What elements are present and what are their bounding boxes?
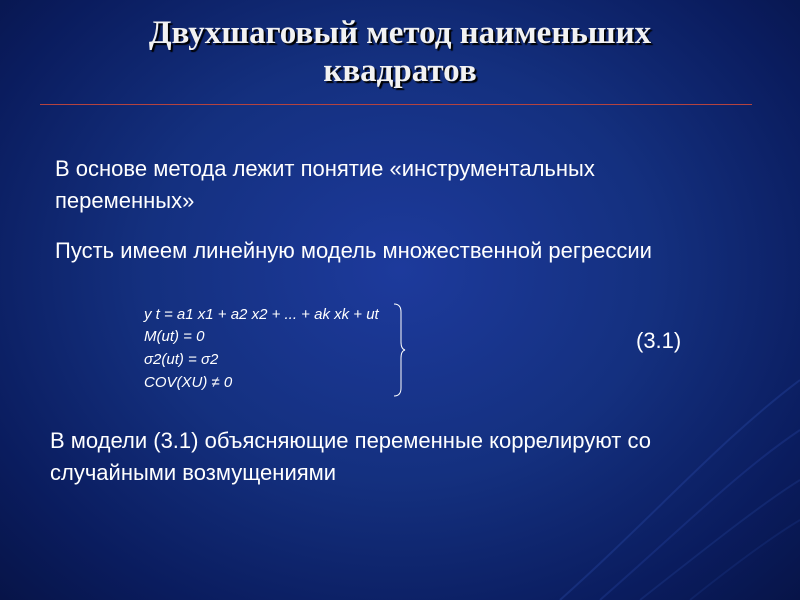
formula-line-2: M(ut) = 0 bbox=[144, 328, 205, 345]
formula-line-1: y t = a1 x1 + a2 x2 + ... + ak xk + ut bbox=[144, 306, 379, 323]
title-divider bbox=[40, 104, 752, 105]
paragraph-instrumental-variables: В основе метода лежит понятие «инструментальных переменных» bbox=[55, 156, 595, 213]
equation-number: (3.1) bbox=[636, 328, 682, 353]
formula-line-3: σ2(ut) = σ2 bbox=[144, 351, 219, 368]
title-line-1: Двухшаговый метод наименьших bbox=[148, 15, 652, 51]
formula-line-4: COV(XU) ≠ 0 bbox=[144, 374, 233, 391]
regression-formula bbox=[144, 302, 414, 402]
slide-title bbox=[40, 14, 760, 90]
title-line-2: квадратов bbox=[323, 53, 477, 89]
paragraph-correlation: В модели (3.1) объясняющие переменные коррелируют со случайными возмущениями bbox=[50, 428, 651, 485]
right-brace-icon bbox=[392, 302, 406, 398]
paragraph-linear-model: Пусть имеем линейную модель множественной регрессии bbox=[55, 238, 652, 263]
